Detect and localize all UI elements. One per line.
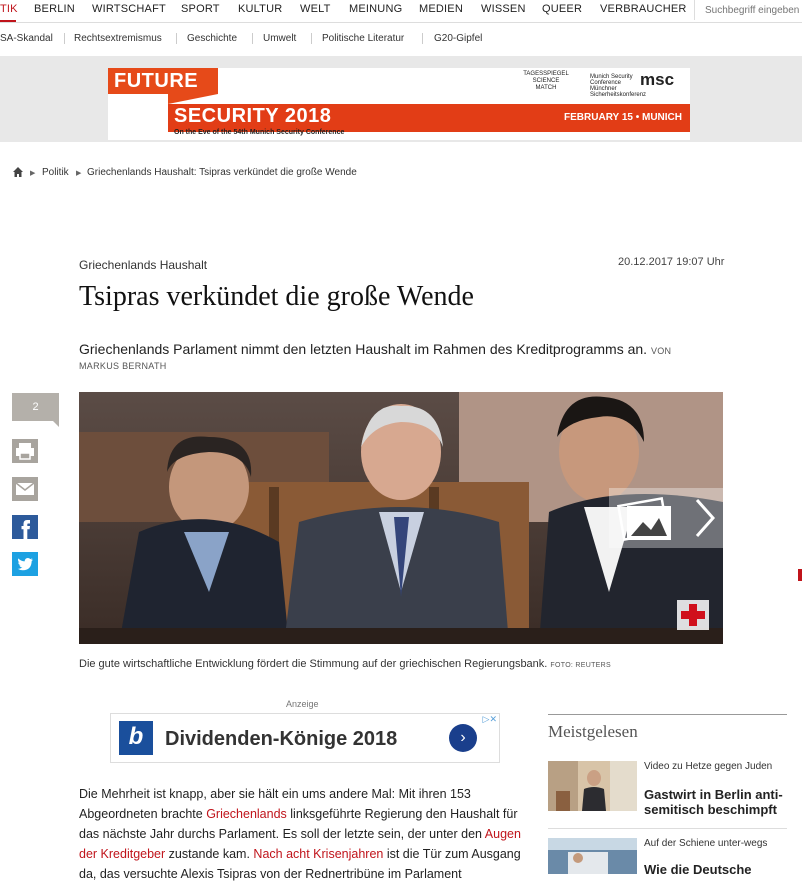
article-lead [79, 340, 729, 360]
ad-headline: Dividenden-Könige 2018 [165, 728, 398, 750]
dividenden-ad[interactable] [110, 713, 500, 763]
nav-item-medien[interactable]: MEDIEN [419, 3, 463, 15]
chevron-right-icon: ▶ [76, 170, 82, 177]
nav-active-indicator [0, 20, 16, 22]
divider [548, 714, 787, 715]
topic-link[interactable]: Rechtsextremismus [74, 33, 162, 44]
most-read-item[interactable] [548, 838, 787, 878]
photo-credit: FOTO: REUTERS [550, 662, 611, 669]
article-kicker: Griechenlands Haushalt [79, 258, 208, 272]
ad-label: Anzeige [286, 699, 319, 709]
lead-text: Griechenlands Parlament nimmt den letzten Haushalt im Rahmen des Kreditprogramms an. [79, 341, 648, 357]
nav-item-verbraucher[interactable]: VERBRAUCHER [600, 3, 687, 15]
divider [252, 33, 253, 44]
divider [422, 33, 423, 44]
body-text-segment: linksgeführte Regierung den Haushalt für das nächste Jahr durchs Parlament. Es soll der letzte sein, der unter den [79, 807, 518, 841]
topic-link[interactable]: G20-Gipfel [434, 33, 483, 44]
banner-security-label: SECURITY 2018 [174, 105, 332, 127]
link-augen-der-kreditgeber[interactable]: Augen der Kreditgeber [79, 827, 521, 861]
most-read-item[interactable] [548, 761, 787, 817]
most-read-title: Meistgelesen [548, 722, 638, 741]
divider [548, 828, 787, 829]
twitter-icon[interactable] [12, 552, 38, 576]
nav-item-welt[interactable]: WELT [300, 3, 331, 15]
body-text-segment: zustande kam. [165, 847, 254, 861]
body-text-segment: Die Mehrheit ist knapp, aber sie hält ein ums andere Mal: Mit ihren 153 Abgeordneten brachte [79, 787, 471, 821]
facebook-icon[interactable] [12, 515, 38, 539]
scroll-marker [798, 569, 802, 581]
nav-item-wirtschaft[interactable]: WIRTSCHAFT [92, 3, 166, 15]
nav-item-meinung[interactable]: MEINUNG [349, 3, 403, 15]
article-date: 20.12.2017 19:07 Uhr [618, 256, 725, 268]
breadcrumb-current: Griechenlands Haushalt: Tsipras verkündet die große Wende [87, 167, 357, 178]
most-read-thumbnail [548, 761, 637, 811]
search-box [694, 0, 802, 20]
tagesspiegel-logo: TAGESSPIEGEL SCIENCE MATCH [523, 71, 569, 91]
nav-item-queer[interactable]: QUEER [542, 3, 583, 15]
caption-text: Die gute wirtschaftliche Entwicklung fördert die Stimmung auf der griechischen Regierungsbank. [79, 658, 548, 670]
most-read-kicker: Video zu Hetze gegen Juden [644, 761, 773, 772]
ad-arrow-button[interactable]: › [449, 724, 477, 752]
print-icon[interactable] [12, 439, 38, 463]
chevron-right-icon: ▶ [30, 170, 36, 177]
topic-link[interactable]: Politische Literatur [322, 33, 405, 44]
comment-count-button[interactable]: 2 [12, 393, 59, 421]
banner-date: FEBRUARY 15 • MUNICH [564, 112, 682, 123]
most-read-kicker: Auf der Schiene unter-wegs [644, 838, 768, 849]
most-read-headline: Gastwirt in Berlin anti-semitisch beschimpft [644, 787, 783, 817]
adchoices-icon[interactable]: ▷✕ [482, 714, 497, 724]
topic-link[interactable]: SA-Skandal [0, 33, 53, 44]
article-title: Tsipras verkündet die große Wende [79, 281, 474, 312]
msc-logo: msc [640, 70, 675, 89]
ad-logo: b [119, 721, 153, 755]
banner-future-label: FUTURE [108, 68, 218, 94]
nav-item-sport[interactable]: SPORT [181, 3, 220, 15]
link-griechenlands[interactable]: Griechenlands [206, 807, 287, 821]
article-photo[interactable] [79, 392, 723, 644]
home-icon[interactable] [12, 166, 24, 181]
divider [64, 33, 65, 44]
gallery-next-button[interactable] [609, 488, 723, 548]
nav-item-wissen[interactable]: WISSEN [481, 3, 526, 15]
link-nach-acht-krisenjahren[interactable]: Nach acht Krisenjahren [253, 847, 384, 861]
byline-von: VON [650, 346, 672, 356]
photo-caption [79, 658, 611, 670]
mail-icon[interactable] [12, 477, 38, 501]
body-text-segment: ist die Tür zum Ausgang da, das versuchte Alexis Tsipras von der Rednertribüne im Parlament [79, 847, 521, 881]
article-author[interactable]: MARKUS BERNATH [79, 361, 167, 371]
most-read-headline: Wie die Deutsche [644, 862, 752, 877]
banner-tagline: On the Eve of the 54th Munich Security Conference [174, 129, 345, 136]
nav-item-politik[interactable]: TIK [0, 3, 18, 15]
most-read-thumbnail [548, 838, 637, 874]
gallery-icon [609, 488, 723, 548]
article-body [79, 784, 534, 884]
banner-diagonal [168, 94, 218, 104]
search-input[interactable] [703, 4, 802, 17]
topic-navigation [0, 28, 802, 50]
top-navigation [0, 0, 802, 23]
breadcrumb-politik[interactable]: Politik [42, 167, 69, 178]
topic-link[interactable]: Umwelt [263, 33, 297, 44]
divider [176, 33, 177, 44]
nav-item-kultur[interactable]: KULTUR [238, 3, 283, 15]
future-security-banner[interactable] [108, 68, 690, 140]
divider [311, 33, 312, 44]
topic-link[interactable]: Geschichte [187, 33, 238, 44]
nav-item-berlin[interactable]: BERLIN [34, 3, 75, 15]
msc-subtitle: Munich Security Conference Münchner Sicherheitskonferenz [590, 74, 647, 98]
